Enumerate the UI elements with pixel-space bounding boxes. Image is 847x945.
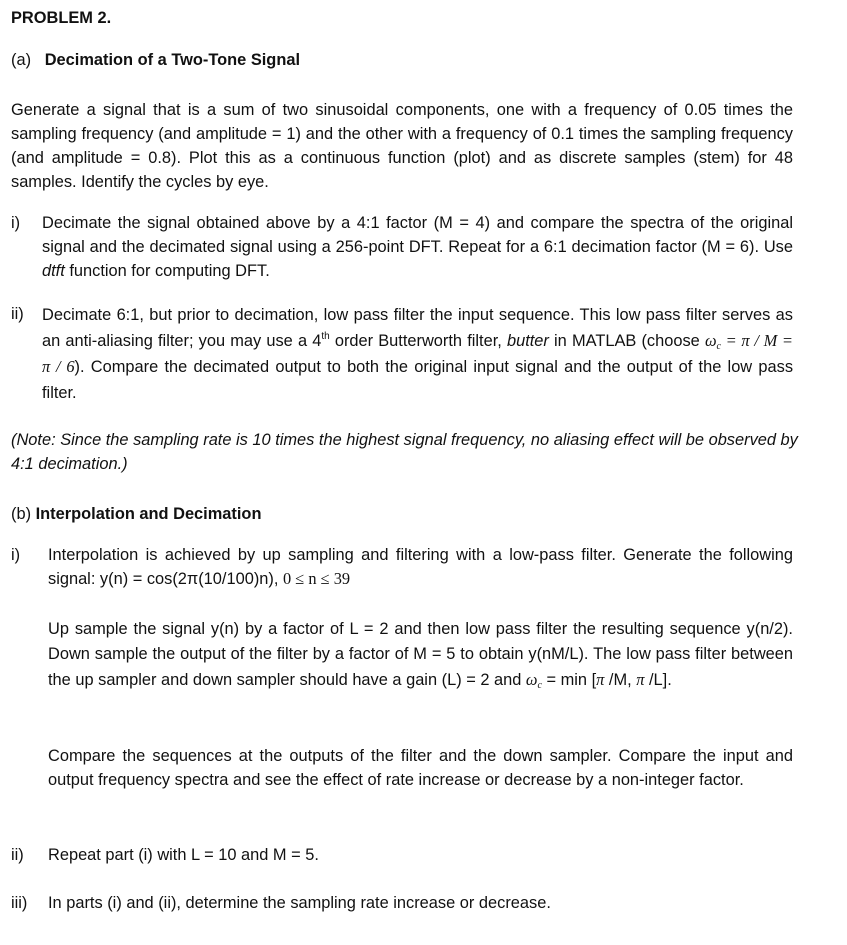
part-b-label: (b) [11, 505, 32, 523]
part-b-item-i-para2-text-1: Up sample the signal y(n) by a factor of L = 2 and then low pass filter the resulting sequence y(n/2). Down sample the output of the filter by a factor of M = 5 to obtain y(nM/L). The low pass filter between the up sampler and down sampler should have a gain (L) = 2 and [48, 620, 793, 689]
omega-subscript: c [716, 341, 721, 352]
part-a-item-i-text [42, 211, 793, 283]
omega-symbol-b: ω [525, 670, 538, 689]
part-a-item-ii-text-2: order Butterworth filter, [329, 332, 507, 350]
part-b-item-i-line1 [48, 543, 793, 591]
pi-symbol-1: π [596, 670, 605, 689]
part-b-item-ii-text: Repeat part (i) with L = 10 and M = 5. [48, 846, 319, 864]
part-b-item-i-para2-text-2: = min [ [541, 671, 597, 689]
index-range: 0 ≤ n ≤ 39 [282, 569, 351, 588]
pi-symbol-2: π [636, 670, 645, 689]
part-a-item-ii-text [42, 302, 793, 406]
part-a-item-i-text-2: function for computing DFT. [64, 262, 270, 280]
page-title: PROBLEM 2. [11, 9, 112, 27]
part-a-title: Decimation of a Two-Tone Signal [44, 51, 300, 69]
part-a-item-i-marker: i) [11, 214, 21, 232]
dtft-function-name: dtft [42, 262, 65, 280]
butter-function-name: butter [506, 332, 549, 350]
part-b-item-i-marker: i) [11, 546, 21, 564]
part-a-label: (a) [11, 51, 32, 69]
part-b-item-i-para2 [48, 617, 793, 693]
part-b-heading [11, 502, 261, 526]
part-b-item-i-para2-text-4: /L]. [644, 671, 672, 689]
part-b-item-iii-text: In parts (i) and (ii), determine the sampling rate increase or decrease. [48, 894, 551, 912]
part-a-item-ii-text-1: Decimate 6:1, but prior to decimation, low pass filter the input sequence. This low pass filter serves as an anti-aliasing filter; you may use a 4 [42, 306, 793, 350]
part-b-item-i-signal-text: Interpolation is achieved by up sampling and filtering with a low-pass filter. Generate the following signal: y(n) = cos(2π(10/100)n), [48, 546, 793, 588]
omega-subscript-b: c [537, 680, 542, 691]
part-a-heading [11, 48, 300, 72]
part-b-title: Interpolation and Decimation [35, 505, 262, 523]
part-a-item-i-text-1: Decimate the signal obtained above by a 4:1 factor (M = 4) and compare the spectra of the original signal and the decimated signal using a 256-point DFT. Repeat for a 6:1 decimation factor (M = 6). Use [42, 214, 793, 256]
part-b-item-i-para2-text-3: /M, [604, 671, 637, 689]
part-a-item-ii-marker: ii) [11, 305, 24, 323]
part-a-intro: Generate a signal that is a sum of two sinusoidal components, one with a frequency of 0.05 times the sampling frequency (and amplitude = 1) and the other with a frequency of 0.1 times the sampling frequency (and amplitude = 0.8). Plot this as a continuous function (plot) and as discrete samples (stem) for 48 samples. Identify the cycles by eye. [11, 101, 793, 191]
part-b-item-i-para3: Compare the sequences at the outputs of the filter and the down sampler. Compare the input and output frequency spectra and see the effect of rate increase or decrease by a non-integer factor. [48, 747, 793, 789]
aliasing-note: (Note: Since the sampling rate is 10 times the highest signal frequency, no aliasing effect will be observed by 4:1 decimation.) [11, 431, 798, 473]
part-a-item-ii-text-4: ). Compare the decimated output to both the original input signal and the output of the low pass filter. [42, 358, 794, 402]
part-b-item-iii-marker: iii) [11, 894, 28, 912]
part-a-item-ii-text-3: in MATLAB (choose [548, 332, 705, 350]
omega-symbol: ω [704, 331, 717, 350]
ordinal-superscript: th [321, 331, 330, 342]
part-b-item-ii-marker: ii) [11, 846, 24, 864]
cutoff-formula: = π / M = π / 6 [42, 331, 793, 376]
